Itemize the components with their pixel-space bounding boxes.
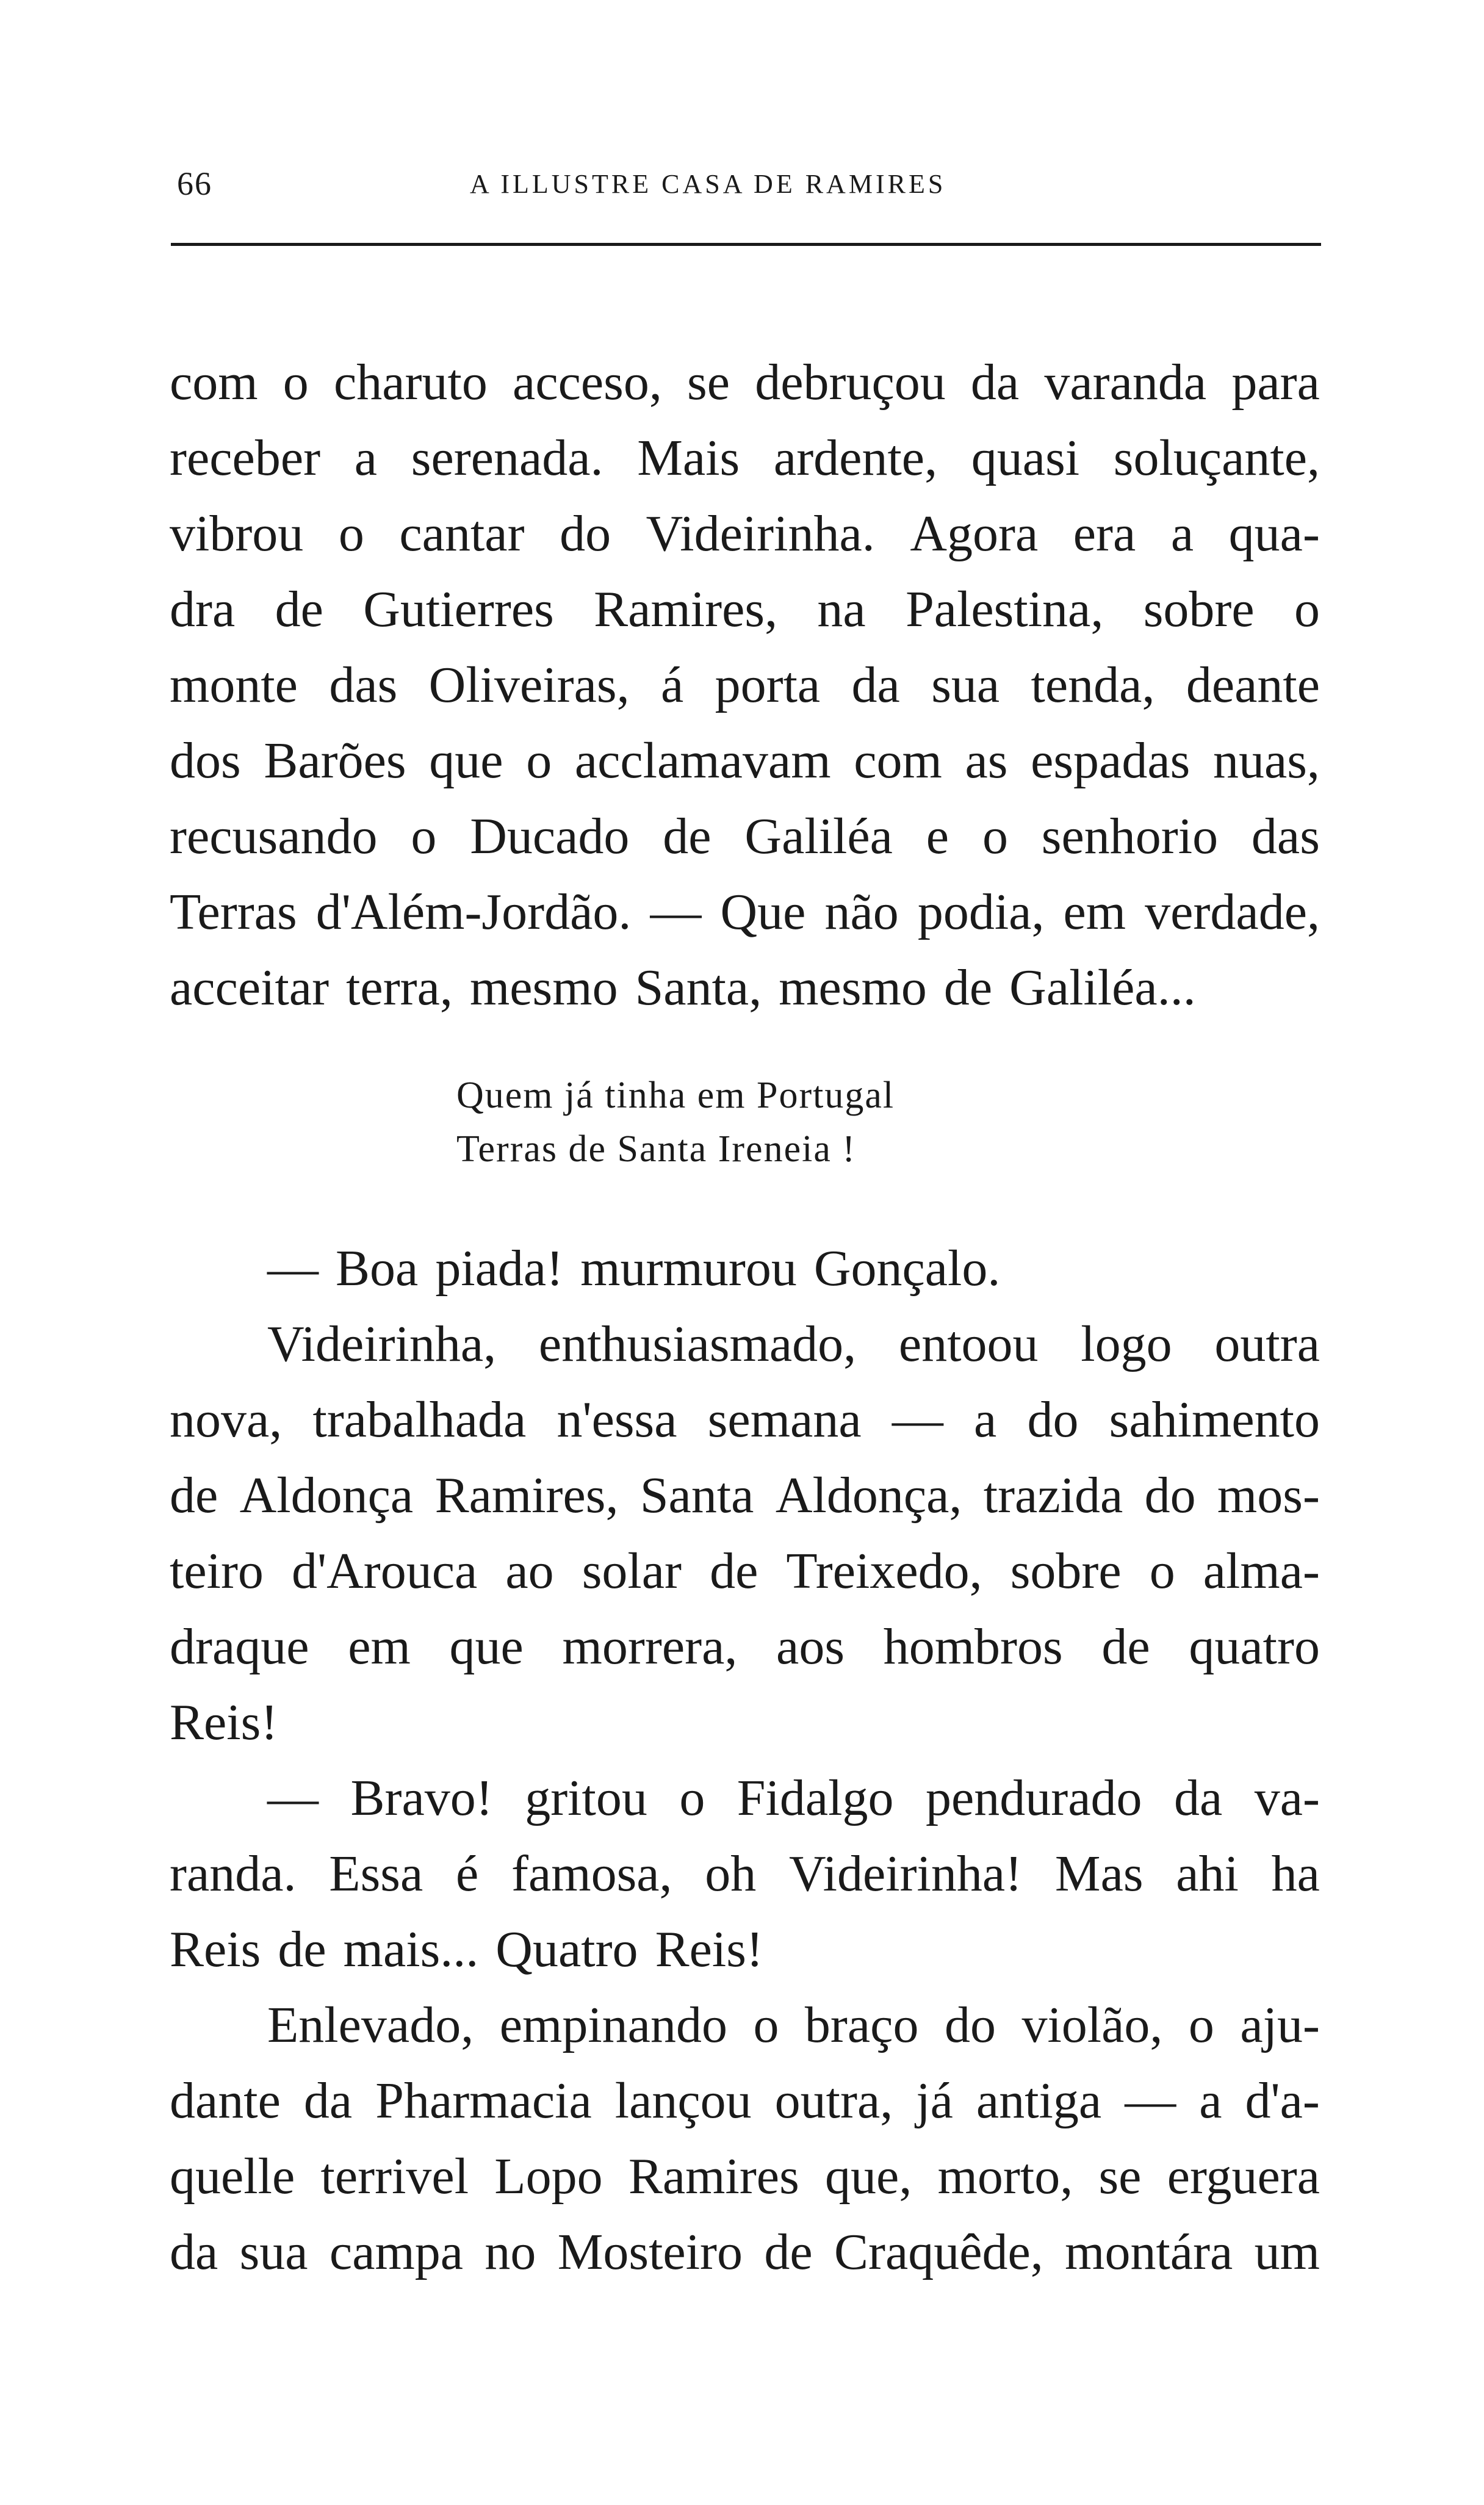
word: um [1254, 2224, 1320, 2280]
word: terra, [346, 959, 453, 1016]
word: Santa [639, 1467, 754, 1524]
word: mesmo [469, 959, 618, 1016]
word: Craquêde, [834, 2224, 1043, 2280]
word: Terras [170, 884, 297, 940]
word: empinando [499, 1997, 727, 2053]
word: qua- [1228, 505, 1320, 562]
word: hombros [883, 1618, 1063, 1675]
text-line [170, 1458, 1320, 1534]
word: na [817, 581, 866, 638]
word: semana [707, 1391, 862, 1448]
word: da [303, 2072, 353, 2129]
word: famosa, [511, 1845, 672, 1902]
paragraph-5 [170, 1988, 1320, 2290]
word: mais... [343, 1921, 479, 1978]
text-line [170, 2215, 1320, 2290]
text-line [170, 1988, 1320, 2063]
word: — [650, 884, 702, 940]
word: da [851, 657, 900, 713]
word: o [338, 505, 364, 562]
word: Videirinha. [646, 505, 875, 562]
word: de [275, 581, 323, 638]
word: Pharmacia [375, 2072, 592, 2129]
word: o [283, 354, 309, 411]
word: espadas [1031, 732, 1190, 789]
word: podia, [917, 884, 1045, 940]
word: a [354, 430, 378, 486]
text-line [170, 647, 1320, 723]
word: deante [1186, 657, 1320, 713]
word: sua [931, 657, 1000, 713]
word: de [764, 2224, 813, 2280]
word: mesmo [779, 959, 927, 1016]
text-line [170, 572, 1320, 647]
word: de [170, 1467, 218, 1524]
word: Mas [1054, 1845, 1144, 1902]
word: dante [170, 2072, 281, 2129]
word: com [854, 732, 942, 789]
word: de [943, 959, 993, 1016]
word: da [170, 2224, 218, 2280]
word: Gutierres [363, 581, 554, 638]
word: ardente, [773, 430, 938, 486]
word: sua [239, 2224, 308, 2280]
word: receber [170, 430, 321, 486]
word: logo [1081, 1316, 1172, 1372]
text-line [170, 1836, 1320, 1912]
word: verdade, [1145, 884, 1320, 940]
word: as [965, 732, 1008, 789]
word: Boa [336, 1240, 419, 1297]
word: soluçante, [1113, 430, 1320, 486]
word: já [916, 2072, 953, 2129]
text-line [170, 723, 1320, 799]
word: a [1170, 505, 1194, 562]
word: solar [582, 1543, 682, 1599]
text-line [170, 420, 1320, 496]
word: tenda, [1031, 657, 1155, 713]
word: da [970, 354, 1020, 411]
word: oh [705, 1845, 757, 1902]
word: randa. [170, 1845, 297, 1902]
word: de [710, 1543, 758, 1599]
word: porta [715, 657, 821, 713]
word: alma- [1203, 1543, 1320, 1599]
word: Santa, [635, 959, 762, 1016]
word: cantar [399, 505, 525, 562]
word: gritou [525, 1770, 647, 1826]
word: dos [170, 732, 241, 789]
word: violão, [1021, 1997, 1163, 2053]
word: com [170, 354, 258, 411]
word: para [1231, 354, 1320, 411]
word: a [1199, 2072, 1222, 2129]
word: Videirinha! [789, 1845, 1023, 1902]
word: Bravo! [350, 1770, 493, 1826]
word: — [891, 1391, 943, 1448]
word: draque [170, 1618, 309, 1675]
word: monte [170, 657, 298, 713]
word: montára [1065, 2224, 1233, 2280]
word: Galiléa... [1009, 959, 1196, 1016]
word: recusando [170, 808, 378, 865]
word: em [348, 1618, 411, 1675]
word: Palestina, [906, 581, 1104, 638]
word: á [660, 657, 684, 713]
word: não [824, 884, 899, 940]
word: Quatro [495, 1921, 638, 1978]
paragraph-3 [170, 1307, 1320, 1761]
word: trabalhada [312, 1391, 527, 1448]
word: lançou [614, 2072, 752, 2129]
word: debruçou [755, 354, 946, 411]
word: e [926, 808, 949, 865]
word: mos- [1217, 1467, 1320, 1524]
word: sobre [1143, 581, 1255, 638]
word: se [687, 354, 730, 411]
word: Ramires [628, 2148, 799, 2205]
word: de [1101, 1618, 1150, 1675]
word: Videirinha, [267, 1316, 497, 1372]
word: sobre [1010, 1543, 1122, 1599]
word: de [663, 808, 711, 865]
word: outra, [774, 2072, 893, 2129]
word: Mais [637, 430, 740, 486]
word: que [449, 1618, 524, 1675]
word: entoou [898, 1316, 1039, 1372]
word: Lopo [494, 2148, 603, 2205]
word: Galiléa [744, 808, 893, 865]
word: n'essa [556, 1391, 677, 1448]
word: ha [1271, 1845, 1320, 1902]
word: Fidalgo [737, 1770, 894, 1826]
word: braço [804, 1997, 919, 2053]
word: que [429, 732, 503, 789]
word: outra [1214, 1316, 1320, 1372]
word: o [982, 808, 1008, 865]
word: Mosteiro [557, 2224, 743, 2280]
word: pendurado [925, 1770, 1142, 1826]
running-header [177, 165, 1324, 214]
word: quatro [1189, 1618, 1320, 1675]
word: que, [825, 2148, 912, 2205]
word: o [679, 1770, 705, 1826]
word: Reis! [170, 1694, 278, 1751]
verse-line: Quem já tinha em Portugal [456, 1075, 895, 1116]
word: acceso, [513, 354, 662, 411]
word: murmurou [580, 1240, 797, 1297]
word: Treixedo, [786, 1543, 982, 1599]
word: Gonçalo. [813, 1240, 1001, 1297]
word: piada! [435, 1240, 564, 1297]
word: morto, [937, 2148, 1073, 2205]
word: senhorio [1041, 808, 1219, 865]
word: Aldonça, [775, 1467, 962, 1524]
word: Oliveiras, [428, 657, 630, 713]
word: erguera [1167, 2148, 1320, 2205]
word: nuas, [1212, 732, 1320, 789]
word: acceitar [170, 959, 330, 1016]
word: varanda [1044, 354, 1207, 411]
verse-quote [170, 1069, 1320, 1176]
text-line [170, 1382, 1320, 1458]
word: Que [720, 884, 806, 940]
word: — [1125, 2072, 1176, 2129]
word: em [1063, 884, 1126, 940]
word: a [974, 1391, 997, 1448]
word: de [278, 1921, 326, 1978]
word: acclamavam [574, 732, 831, 789]
word: da [1173, 1770, 1223, 1826]
word: o [1294, 581, 1320, 638]
paragraph-2 [170, 1231, 1320, 1307]
word: ahi [1176, 1845, 1239, 1902]
word: Reis [170, 1921, 261, 1978]
text-line [170, 2063, 1320, 2139]
text-line [170, 1912, 1320, 1988]
word: era [1073, 505, 1136, 562]
word: do [1027, 1391, 1079, 1448]
text-line [170, 799, 1320, 874]
word: aos [776, 1618, 845, 1675]
paragraph-4 [170, 1761, 1320, 1988]
text-line [170, 345, 1320, 420]
word: Ducado [470, 808, 630, 865]
word: d'Além-Jordão. [315, 884, 632, 940]
word: no [484, 2224, 536, 2280]
word: Ramires, [594, 581, 778, 638]
word: o [1188, 1997, 1214, 2053]
word: antiga [976, 2072, 1102, 2129]
word: das [1251, 808, 1320, 865]
header-rule [171, 243, 1321, 246]
running-title: A ILLUSTRE CASA DE RAMIRES [470, 169, 946, 199]
word: é [455, 1845, 479, 1902]
word: nova, [170, 1391, 283, 1448]
word: ao [505, 1543, 554, 1599]
word: se [1098, 2148, 1142, 2205]
word: serenada. [411, 430, 603, 486]
word: Enlevado, [267, 1997, 474, 2053]
word: va- [1254, 1770, 1320, 1826]
text-line [170, 1534, 1320, 1609]
word: o [526, 732, 552, 789]
word: charuto [333, 354, 488, 411]
word: Reis! [655, 1921, 763, 1978]
text-line [170, 874, 1320, 950]
word: d'Arouca [291, 1543, 478, 1599]
word: dra [170, 581, 236, 638]
word: morrera, [562, 1618, 738, 1675]
word: do [944, 1997, 996, 2053]
word: do [560, 505, 611, 562]
word: sahimento [1109, 1391, 1320, 1448]
text-line [170, 1685, 1320, 1761]
word: o [1149, 1543, 1175, 1599]
word: o [753, 1997, 779, 2053]
body-text [170, 345, 1320, 2290]
text-line [170, 950, 1320, 1026]
word: enthusiasmado, [538, 1316, 857, 1372]
word: Barões [264, 732, 406, 789]
word: — [267, 1770, 319, 1826]
text-line [170, 1761, 1320, 1836]
word: Essa [329, 1845, 423, 1902]
text-line [170, 496, 1320, 572]
verse-line: Terras de Santa Ireneia ! [456, 1128, 856, 1170]
word: — [267, 1240, 319, 1297]
word: Aldonça [239, 1467, 414, 1524]
text-line [170, 1609, 1320, 1685]
page-number: 66 [177, 165, 212, 202]
word: Agora [910, 505, 1039, 562]
word: teiro [170, 1543, 264, 1599]
word: aju- [1240, 1997, 1320, 2053]
word: o [411, 808, 437, 865]
word: trazida [983, 1467, 1123, 1524]
text-line [170, 2139, 1320, 2215]
word: Ramires, [434, 1467, 619, 1524]
word: d'a- [1245, 2072, 1320, 2129]
word: terrivel [320, 2148, 469, 2205]
word: vibrou [170, 505, 304, 562]
word: quasi [971, 430, 1080, 486]
word: quelle [170, 2148, 295, 2205]
text-line [170, 1307, 1320, 1382]
word: campa [329, 2224, 464, 2280]
text-line [170, 1231, 1320, 1307]
word: do [1144, 1467, 1196, 1524]
word: das [329, 657, 398, 713]
paragraph-1 [170, 345, 1320, 1026]
